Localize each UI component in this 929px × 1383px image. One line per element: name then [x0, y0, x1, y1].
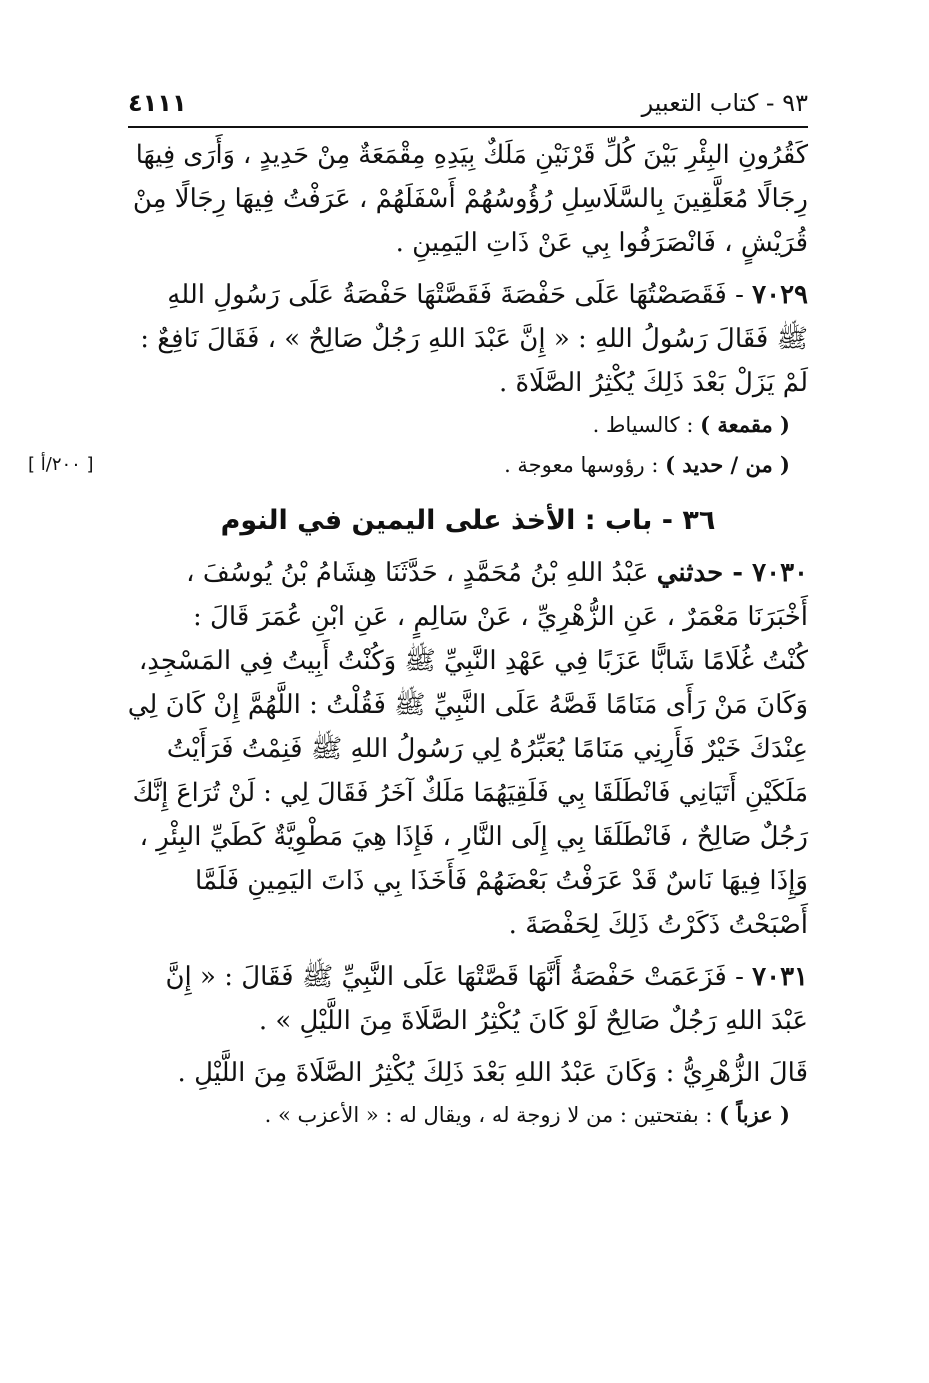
- text-line: [128, 955, 808, 999]
- text-line: كُنْتُ غُلَامًا شَابًّا عَزَبًا فِي عَهْدِ النَّبِيِّ ﷺ وَكُنْتُ أَبِيتُ فِي المَسْجِدِ،: [138, 646, 808, 676]
- text-line: أَخْبَرَنَا مَعْمَرٌ ، عَنِ الزُّهْرِيِّ ، عَنْ سَالِمٍ ، عَنِ ابْنِ عُمَرَ قَالَ :: [193, 602, 808, 632]
- gloss-term: ( عزباً ): [719, 1102, 790, 1127]
- narration-verb: - حدثني: [656, 558, 753, 588]
- text-line: عِنْدَكَ خَيْرٌ فَأَرِنِي مَنَامًا يُعَبِّرُهُ لِي رَسُولُ اللهِ ﷺ فَنِمْتُ فَرَأَيْتُ: [166, 734, 808, 764]
- gloss-term: ( من / حديد ): [665, 452, 790, 477]
- text-line: مَلَكَيْنِ أَتَيَانِي فَانْطَلَقَا بِي فَلَقِيَهُمَا مَلَكٌ آخَرُ فَقَالَ لِي : لَنْ تُرَاعَ إِنَّكَ: [132, 778, 808, 808]
- text-line: ﷺ فَقَالَ رَسُولُ اللهِ : « إِنَّ عَبْدَ اللهِ رَجُلٌ صَالِحٌ » ، فَقَالَ نَافِعٌ :: [140, 324, 808, 354]
- gloss-note: [128, 405, 808, 445]
- page-header: [128, 86, 808, 120]
- hadith-number: ٧٠٢٩: [752, 280, 808, 310]
- running-title: ٩٣ - كتاب التعبير: [641, 89, 808, 117]
- text-line: [128, 273, 808, 317]
- hadith-number: ٧٠٣٠: [752, 558, 808, 588]
- text-line: قُرَيْشٍ ، فَانْصَرَفُوا بِي عَنْ ذَاتِ اليَمِينِ .: [395, 228, 808, 258]
- hadith-text: - فَزَعَمَتْ حَفْصَةُ أَنَّهَا قَصَّتْهَا عَلَى النَّبِيِّ ﷺ فَقَالَ : « إِنَّ: [165, 962, 753, 992]
- hadith-7030: [128, 551, 808, 947]
- hadith-text: - فَقَصَصْتُهَا عَلَى حَفْصَةَ فَقَصَّتْهَا حَفْصَةُ عَلَى رَسُولِ اللهِ: [167, 280, 753, 310]
- text-line: رِجَالًا مُعَلَّقِينَ بِالسَّلَاسِلِ رُؤُوسُهُمْ أَسْفَلَهُمْ ، عَرَفْتُ فِيهَا رِجَالًا مِنْ: [132, 184, 808, 214]
- text-line: أَصْبَحْتُ ذَكَرْتُ ذَلِكَ لِحَفْصَةَ .: [508, 910, 808, 940]
- zuhri-comment: [128, 1051, 808, 1095]
- gloss-text: : بفتحتين : من لا زوجة له ، ويقال له : « الأعزب » .: [264, 1103, 720, 1127]
- gloss-row: [28, 445, 808, 485]
- gloss-note: [128, 445, 808, 485]
- page-body: [28, 133, 808, 1135]
- text-line: رَجُلٌ صَالِحٌ ، فَانْطَلَقَا بِي إِلَى النَّارِ ، فَإِذَا هِيَ مَطْوِيَّةٌ كَطَيِّ البِئْرِ ،: [139, 822, 808, 852]
- hadith-number: ٧٠٣١: [752, 962, 808, 992]
- header-rule: [128, 126, 808, 128]
- gloss-term: ( مقمعة ): [700, 412, 790, 437]
- chapter-heading: ٣٦ - باب : الأخذ على اليمين في النوم: [220, 505, 716, 536]
- text-line: وَإِذَا فِيهَا نَاسٌ قَدْ عَرَفْتُ بَعْضَهُمْ فَأَخَذَا بِي ذَاتَ اليَمِينِ فَلَمَّا: [195, 866, 808, 896]
- hadith-7031: [128, 955, 808, 1043]
- text-line: لَمْ يَزَلْ بَعْدَ ذَلِكَ يُكْثِرُ الصَّلَاةَ .: [498, 368, 808, 398]
- text-line: [128, 551, 808, 595]
- manuscript-folio-reference: [ ٢٠٠/أ ]: [28, 454, 94, 475]
- gloss-text: : رؤوسها معوجة .: [504, 453, 666, 477]
- gloss-note: [128, 1095, 808, 1135]
- text-line: عَبْدَ اللهِ رَجُلٌ صَالِحٌ لَوْ كَانَ يُكْثِرُ الصَّلَاةَ مِنَ اللَّيْلِ » .: [258, 1006, 808, 1036]
- page-number: ٤١١١: [128, 89, 187, 117]
- gloss-text: : كالسياط .: [592, 413, 701, 437]
- continuation-paragraph: [128, 133, 808, 265]
- hadith-text: عَبْدُ اللهِ بْنُ مُحَمَّدٍ ، حَدَّثَنَا هِشَامُ بْنُ يُوسُفَ ،: [186, 558, 657, 588]
- text-line: قَالَ الزُّهْرِيُّ : وَكَانَ عَبْدُ اللهِ بَعْدَ ذَلِكَ يُكْثِرُ الصَّلَاةَ مِنَ اللَّيْلِ .: [177, 1058, 808, 1088]
- text-line: كَقُرُونِ البِئْرِ بَيْنَ كُلِّ قَرْنَيْنِ مَلَكٌ بِيَدِهِ مِقْمَعَةٌ مِنْ حَدِيدٍ ، وَأَرَى فِيهَا: [135, 140, 808, 170]
- hadith-7029: [128, 273, 808, 405]
- text-line: وَكَانَ مَنْ رَأَى مَنَامًا قَصَّهُ عَلَى النَّبِيِّ ﷺ فَقُلْتُ : اللَّهُمَّ إِنْ كَانَ لِي: [127, 690, 808, 720]
